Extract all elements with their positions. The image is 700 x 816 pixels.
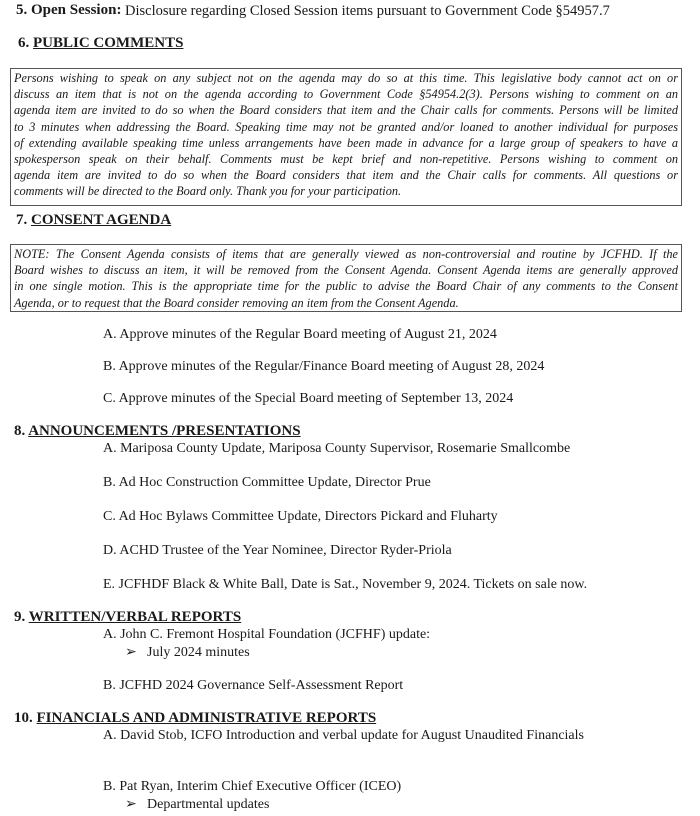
financial-item-a: A. David Stob, ICFO Introduction and verbal update for August Unaudited Financials bbox=[103, 728, 584, 743]
report-item-a: A. John C. Fremont Hospital Foundation (JCFHF) update: bbox=[103, 627, 431, 642]
report-item-a-bullet bbox=[125, 644, 250, 661]
notice-line: Board wishes to discuss an item, it will be removed from the Consent Agenda. Consent Agenda items are generally approved bbox=[14, 263, 678, 278]
section-10-heading bbox=[14, 710, 376, 727]
announcement-item-d: D. ACHD Trustee of the Year Nominee, Director Ryder-Priola bbox=[103, 543, 452, 558]
consent-item-c: C. Approve minutes of the Special Board meeting of September 13, 2024 bbox=[103, 391, 514, 406]
notice-line: agenda item are invited to do so when the Board considers that item and the Chair calls for comments. Persons will be limited bbox=[14, 103, 678, 118]
arrow-bullet-icon: ➢ bbox=[125, 645, 137, 660]
notice-line: in one single motion. This is the appropriate time for the public to advise the Board Chair of any comments to the Consent bbox=[14, 279, 678, 294]
section-title: ANNOUNCEMENTS /PRESENTATIONS bbox=[28, 423, 301, 439]
consent-agenda-notice bbox=[10, 244, 682, 312]
notice-line: comments will be directed to the Board only. Thank you for your participation. bbox=[14, 184, 402, 199]
announcement-item-a: A. Mariposa County Update, Mariposa County Supervisor, Rosemarie Smallcombe bbox=[103, 441, 571, 456]
section-number: 6. bbox=[18, 35, 30, 51]
section-title: WRITTEN/VERBAL REPORTS bbox=[28, 609, 242, 625]
section-label: Open Session: bbox=[31, 2, 122, 18]
section-7-heading bbox=[16, 212, 171, 229]
notice-line: agenda item are invited to do so when the Board considers that item and the Chair calls for comments. All questions or bbox=[14, 168, 678, 183]
section-8-heading bbox=[14, 423, 301, 440]
consent-item-a: A. Approve minutes of the Regular Board meeting of August 21, 2024 bbox=[103, 327, 497, 342]
financial-item-b-bullet bbox=[125, 796, 269, 813]
section-title: CONSENT AGENDA bbox=[31, 212, 172, 228]
section-number: 10. bbox=[14, 710, 33, 726]
public-comments-notice bbox=[10, 68, 682, 206]
section-number: 8. bbox=[14, 423, 26, 439]
notice-line: of extending available speaking time unless arrangements have been made in advance for a large group of speakers to have a bbox=[14, 135, 678, 150]
notice-line: discuss an item that is not on the agenda according to Government Code §54954.2(3). Persons wishing to comment on an bbox=[14, 87, 678, 102]
notice-line: Agenda, or to request that the Board consider removing an item from the Consent Agenda. bbox=[14, 295, 459, 310]
section-title: PUBLIC COMMENTS bbox=[33, 35, 184, 51]
notice-line: spokesperson speak on their behalf. Comments must be kept brief and non-repetitive. Persons wishing to comment on bbox=[14, 152, 678, 167]
arrow-bullet-icon: ➢ bbox=[125, 797, 137, 812]
section-number: 5. bbox=[16, 2, 28, 18]
section-5-text: Disclosure regarding Closed Session items pursuant to Government Code §54957.7 bbox=[125, 3, 610, 19]
section-number: 7. bbox=[16, 212, 28, 228]
section-number: 9. bbox=[14, 609, 26, 625]
section-6-heading bbox=[18, 35, 183, 52]
consent-item-b: B. Approve minutes of the Regular/Finance Board meeting of August 28, 2024 bbox=[103, 359, 545, 374]
notice-line: Persons wishing to speak on any subject not on the agenda may do so at this time. This legislative body cannot act on or bbox=[14, 71, 678, 85]
section-5-heading bbox=[16, 2, 121, 19]
bullet-text: Departmental updates bbox=[147, 797, 270, 812]
report-item-b: B. JCFHD 2024 Governance Self-Assessment Report bbox=[103, 678, 404, 693]
announcement-item-e: E. JCFHDF Black & White Ball, Date is Sat., November 9, 2024. Tickets on sale now. bbox=[103, 577, 588, 592]
announcement-item-b: B. Ad Hoc Construction Committee Update, Director Prue bbox=[103, 475, 431, 490]
announcement-item-c: C. Ad Hoc Bylaws Committee Update, Directors Pickard and Fluharty bbox=[103, 509, 498, 524]
financial-item-b: B. Pat Ryan, Interim Chief Executive Officer (ICEO) bbox=[103, 779, 402, 794]
notice-line: NOTE: The Consent Agenda consists of items that are generally viewed as non-controversial and routine by JCFHD. If the bbox=[14, 247, 678, 261]
bullet-text: July 2024 minutes bbox=[147, 645, 250, 660]
section-9-heading bbox=[14, 609, 241, 626]
notice-line: to 3 minutes when addressing the Board. Speaking time may not be granted and/or loaned to another individual for purposes bbox=[14, 119, 678, 134]
section-title: FINANCIALS AND ADMINISTRATIVE REPORTS bbox=[36, 710, 377, 726]
